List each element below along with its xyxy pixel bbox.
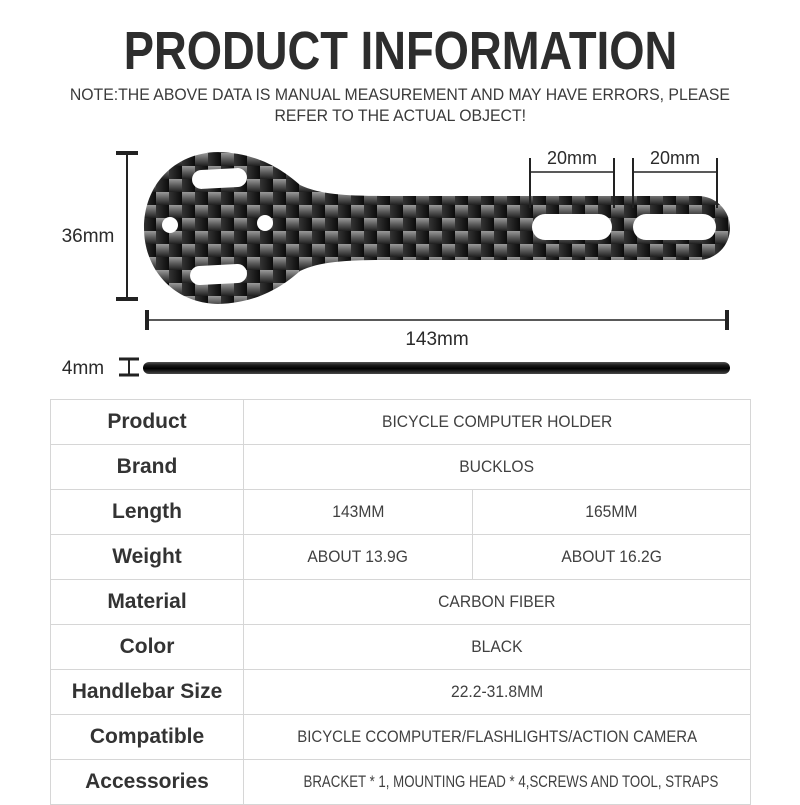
spec-value-length-2: 165MM — [473, 490, 751, 535]
dimension-143mm — [147, 310, 727, 330]
spec-value-material: CARBON FIBER — [244, 580, 751, 625]
spec-row-material — [51, 580, 751, 625]
spec-label-brand: Brand — [51, 445, 244, 490]
spec-value-product: BICYCLE COMPUTER HOLDER — [244, 400, 751, 445]
spec-row-compatible — [51, 715, 751, 760]
spec-value-color: BLACK — [244, 625, 751, 670]
spec-label-handlebar-size: Handlebar Size — [51, 670, 244, 715]
dimension-4mm-label: 4mm — [61, 358, 105, 379]
spec-value-accessories: BRACKET * 1, MOUNTING HEAD * 4,SCREWS AND TOOL, STRAPS — [244, 760, 751, 805]
spec-row-weight — [51, 535, 751, 580]
arm-slot-left — [532, 214, 612, 240]
spec-label-material: Material — [51, 580, 244, 625]
spec-row-color — [51, 625, 751, 670]
head-slot-top — [192, 168, 248, 190]
spec-value-compatible: BICYCLE CCOMPUTER/FLASHLIGHTS/ACTION CAMERA — [244, 715, 751, 760]
holder-top-view — [144, 152, 730, 304]
dimension-4mm — [119, 359, 139, 375]
head-hole-left — [162, 217, 178, 233]
spec-label-color: Color — [51, 625, 244, 670]
dimension-20mm-left-label: 20mm — [546, 148, 598, 168]
measurement-note — [0, 84, 800, 126]
spec-label-compatible: Compatible — [51, 715, 244, 760]
dimension-20mm-right-label: 20mm — [649, 148, 701, 168]
dimension-36mm — [116, 153, 138, 299]
spec-row-handlebar-size — [51, 670, 751, 715]
holder-side-view — [143, 362, 730, 374]
note-line-1: NOTE:THE ABOVE DATA IS MANUAL MEASUREMENT AND MAY HAVE ERRORS, PLEASE — [69, 85, 731, 104]
spec-value-weight-2: ABOUT 16.2G — [473, 535, 751, 580]
product-diagram — [0, 140, 800, 390]
head-hole-right — [257, 215, 273, 231]
spec-table — [50, 399, 751, 805]
page-title — [0, 20, 800, 82]
spec-value-handlebar-size: 22.2-31.8MM — [244, 670, 751, 715]
note-line-2: REFER TO THE ACTUAL OBJECT! — [274, 106, 526, 125]
head-slot-bottom — [190, 264, 248, 286]
dimension-36mm-label: 36mm — [61, 226, 115, 247]
spec-row-product — [51, 400, 751, 445]
spec-value-brand: BUCKLOS — [244, 445, 751, 490]
arm-slot-right — [633, 214, 716, 240]
spec-row-brand — [51, 445, 751, 490]
spec-value-length-1: 143MM — [244, 490, 473, 535]
spec-row-length — [51, 490, 751, 535]
spec-label-product: Product — [51, 400, 244, 445]
dimension-143mm-label: 143mm — [405, 329, 469, 350]
spec-label-length: Length — [51, 490, 244, 535]
spec-value-weight-1: ABOUT 13.9G — [244, 535, 473, 580]
spec-label-accessories: Accessories — [51, 760, 244, 805]
spec-label-weight: Weight — [51, 535, 244, 580]
page-title-text: PRODUCT INFORMATION — [123, 21, 677, 81]
spec-row-accessories — [51, 760, 751, 805]
